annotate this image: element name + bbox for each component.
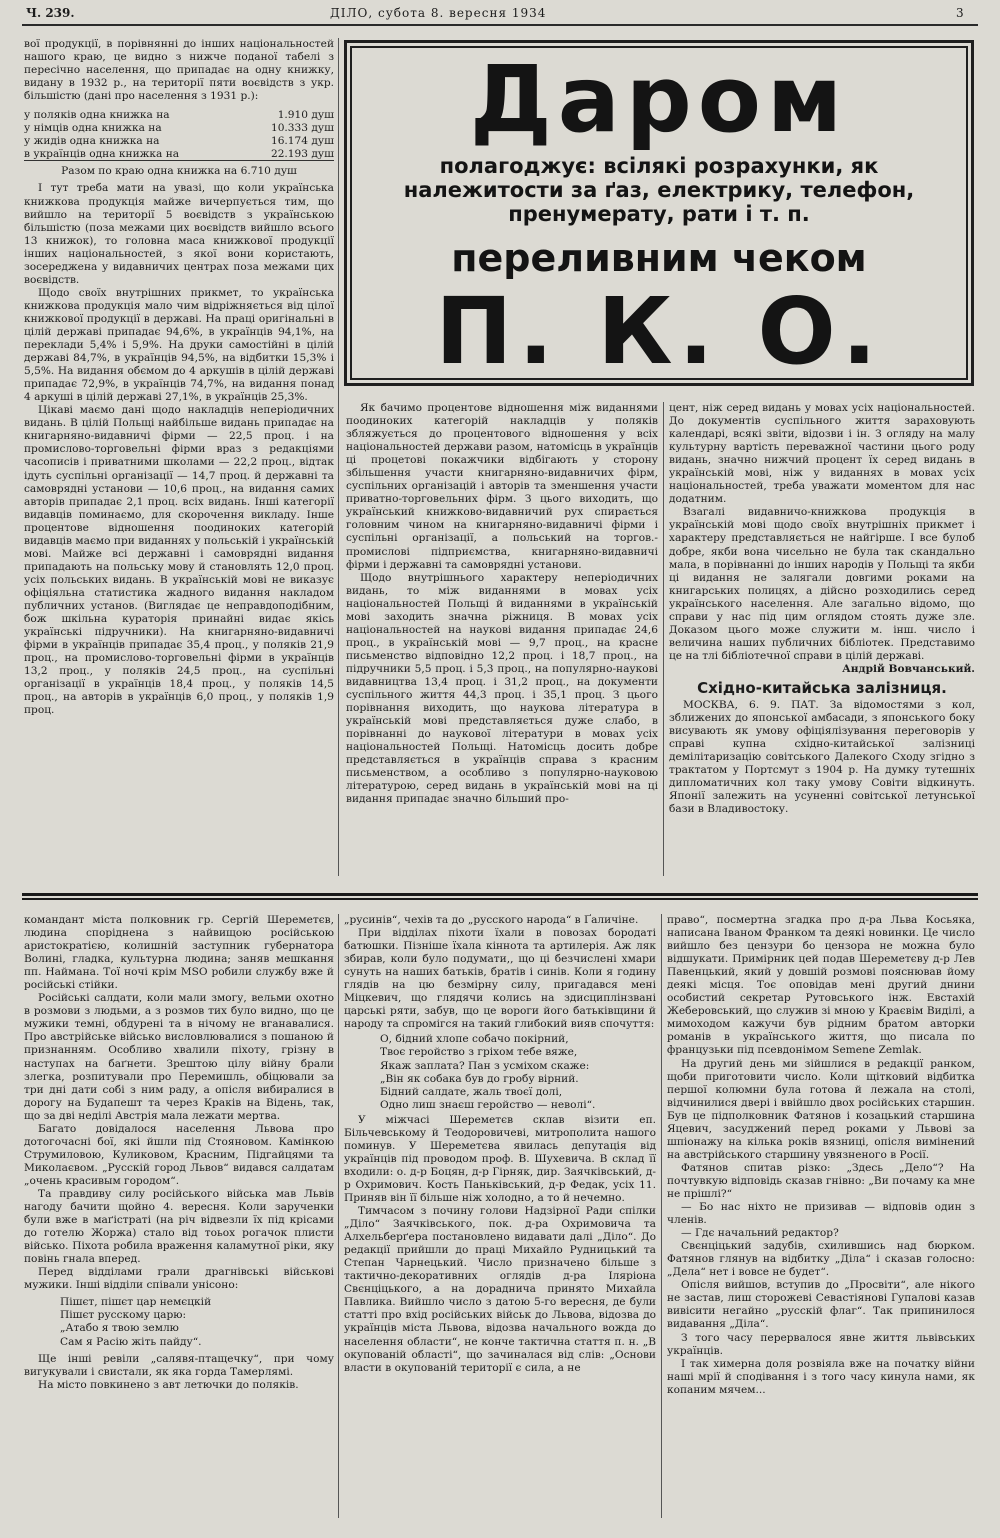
article-paragraph: Свєнціцький задубів, схилившись над бюрком. Фатянов глянув на відбитку „Діла“ і сказав голосно: „Дела“ нет і вовсе не будет“. [667, 1240, 975, 1279]
article-paragraph: Фатянов спитав різко: „Здесь „Дело“? На почтувкую відповідь сказав гнівно: „Ви почаму ка мне не прішлі?“ [667, 1161, 975, 1200]
article-paragraph: І тут треба мати на увазі, що коли українська книжкова продукція майже вичерпується тим, що вийшло на території 5 воєвідств з українською більшістю (поза межами цих воєвідств вийшло всього 13 книжок), то головна маса книжкової продукції інших національностей, з якої вони користають, зосереджена у видавничих центрах поза межами цих воєвідств. [24, 182, 334, 286]
article-paragraph: На місто повкинено з авт летючки до поляків. [38, 1378, 299, 1391]
article-paragraph: право“, посмертна згадка про д-ра Льва Косьяка, написана Іваном Франком та деякі новинки. Це число вийшло без цензури бо цензора не можна було відшукати. Примірник цей подав Шереметєву д-р Лев Павенцький, який у довшій розмові пояснював йому деякі місця. Тоє оповідав мені другий днини особистий секретар Рутовського інж. Евстахій Жеберовський, що служив зі мною у Краєвім Виділі, а мимоходом кажучи був рідним братом авторки романів в українського життя, що писала по французьки під псевдонімом Semene Zemlak. [667, 914, 975, 1057]
pko-advertisement [344, 40, 974, 386]
verse-line: Якаж заплата? Пан з усміхом скаже: [380, 1059, 590, 1072]
verse-line: „Він як собака був до гробу вірний. [380, 1072, 579, 1085]
table-row [24, 135, 334, 148]
article-paragraph: З того часу перервалося явне життя львівських українців. [667, 1331, 975, 1357]
article-column-1 [24, 38, 334, 876]
verse-line: Бідний салдате, жаль твоєї долі, [380, 1085, 563, 1098]
advertisement-frame [350, 46, 968, 385]
stats-table [24, 109, 334, 161]
article-column-2 [346, 402, 658, 876]
article-paragraph: Щодо своїх внутрішних прикмет, то українська книжкова продукція мало чим відріжняється від цілої книжкової продукції в державі. На праці оригінальні в цілій державі припадає 94,6%, в українців 94,1%, на переклади 5,4% і 5,9%. На друки самостійні в цілій державі 84,7%, в українців 94,5%, на відбитки 15,3% і 5,5%. На видання обємом до 4 аркушів в цілій державі припадає 72,9%, в українців 74,7%, на видання понад 4 аркуші в цілій державі 27,1%, в українців 25,3%. [24, 286, 334, 404]
article-paragraph: І так химерна доля розвіяла вже на початку війни наші мрії й сподівання і з того часу кинула нами, як копаним мячем... [667, 1357, 975, 1396]
column-rule [338, 914, 339, 1518]
article-paragraph: Ще інші ревіли „салявя-птащечку“, при чому вигукували і свистали, як яка горда Тамерлямі. [24, 1352, 334, 1378]
table-row [24, 148, 334, 161]
feuilleton-column-2 [344, 914, 656, 1518]
column-rule [663, 402, 664, 876]
ad-pko-logo: П. К. О. [435, 278, 883, 385]
verse-line: „Атабо я твою землю [60, 1322, 179, 1335]
feuilleton-column-1 [24, 914, 334, 1518]
ad-cheque-text: переливним чеком [451, 236, 867, 280]
row-value: 16.174 душ [270, 134, 334, 147]
article-paragraph: Тимчасом з почину голови Надзірної Ради спілки „Діло“ Заячківського, пок. д-ра Охримовича та Алхельберґера постановлено видавати далі „Діло“. До редакції прийшли до праці Михайло Рудницький та Степан Чарнецький. Число призначено більше з тактично-декоративних оглядів д-ра Іляріона Свєнціцького, а на дораднича принято Михайла Павлика. Вийшло число з датою 5-го вересня, де були статті про вхід російських військ до Львова, відозва до українців міста Львова, відозва начального вожда до населення области“, не конче тактична стаття п. н. „В окупованій області“, що зачиналася від слів: „Основи власти в окупованій території є сила, а не [344, 1205, 656, 1374]
article-paragraph: Багато довідалося населення Львова про дотогочасні бої, які йшли під Стояновом. Камінкою Струмиловою, Куликовом, Красним, Підгайцями та Миколаєвом. „Русскій город Львов“ видався салдатам „очень красивым городом“. [24, 1122, 334, 1187]
article-paragraph: „русинів“, чехів та до „русского народа“ в Ґаличіне. [344, 914, 639, 926]
ad-headline: Даром [469, 46, 849, 153]
article-paragraph: цент, ніж серед видань у мовах усіх національностей. До документів суспільного життя зараховують календарі, всякі звіти, відозви і ін. З огляду на малу культурну вартість переважної частини цього роду видань, значно нижчий процент їх серед видань в українській мові, ніж у виданнях в мовах усіх національностей, треба уважати моментом для нас додатним. [669, 402, 975, 506]
stats-total: Разом по краю одна книжка на 6.710 душ [61, 165, 297, 178]
page-number: 3 [956, 6, 964, 20]
column-rule [661, 914, 662, 1518]
article-paragraph: У міжчасі Шереметєв склав візити еп. Більчевському й Теодоровичеві, митрополита нашого поминув. У Шереметєва явилась депутація від українців під проводом проф. В. Шухевича. В склад її входили: о. д-р Боцян, д-р Гірняк, дир. Заячківський, д-р Охримович. Кость Паньківський, д-р Федак, усіх 11. Приняв він її більше ніж холодно, а то й нечемно. [344, 1113, 656, 1204]
article-paragraph: При відділах піхоти їхали в повозах бородаті батюшки. Пізніше їхала кіннота та артилерія. Аж ляк збирав, коли було подумати,, що ці безчислені хмари сунуть на наших батьків, братів і синів. Коли я годину глядів на цю безмірну силу, пригадався мені Міцкевич, що глядячи колись на здисциплінзвані царські ряти, забув, що це вороги його батьківщини й народу та спромігся на такий глибокий вияв спочуття: [344, 927, 656, 1031]
article-paragraph: вої продукції, в порівнянні до інших національностей нашого краю, це видно з нижче поданої табелі з пересічно населення, що припадає на одну книжку, видану в 1932 р., на території пяти воєвідств з укр. більшістю (дані про населення з 1931 р.): [24, 38, 334, 103]
article-paragraph: Опісля вийшов, вступив до „Просвіти“, але нікого не застав, лиш сторожеві Севастіянові Гупалові казав вивісити негайно „русскій флаг“. Так припинилося видавання „Діла“. [667, 1279, 975, 1331]
article-paragraph: МОСКВА, 6. 9. ПАТ. За відомостями з кол, зближених до японської амбасади, з японського боку висувають як умову офіціялізування переговорів у справі купна східно-китайської залізниці демілітаризацію совітського Далекого Сходу згідно з трактатом у Портсмут з 1904 р. На думку тутешніх дипломатичних кол таку умову Совіти відкинуть. Японії залежить на усуненні совітської летунської бази в Владивостоку. [669, 699, 975, 816]
news-headline: Східно-китайська залізниця. [697, 678, 947, 697]
song-verse [24, 1296, 334, 1348]
row-label: у жидів одна книжка на [24, 134, 160, 147]
issue-number: Ч. 239. [26, 6, 75, 20]
article-paragraph: Та правдиву силу російського війська мав Львів нагоду бачити щойно 4. вересня. Коли зарученки були вже в маґістраті (на річ відвезли їх під крісами до готелю Жоржа) стало від тоьох рогачок плисти військо. Піхота робила враження каламутної ріки, яку повінь гнала вперед. [24, 1187, 334, 1266]
article-signature: Андрій Вовчанський. [842, 662, 975, 675]
table-row [24, 109, 334, 122]
newspaper-dateline: ДІЛО, субота 8. вересня 1934 [330, 6, 547, 20]
header-rule [22, 24, 978, 26]
table-row [24, 122, 334, 135]
verse-line: О, бідний хлопе собачо покірний, [380, 1033, 569, 1046]
article-paragraph: командант міста полковник гр. Сергій Шереметєв, людина споріднена з найвищою російською аристократією, колишній заступник губернатора Волині, гладка, культурна людина; заняв мешкання пп. Наймана. Тої ночі крім МSО робили службу вже й російські стійки. [24, 914, 334, 992]
article-paragraph: Перед відділами грали драгнівські військові мужики. Інші відділи співали унісоно: [24, 1266, 334, 1292]
row-value: 1.910 душ [277, 109, 334, 122]
ad-text: полагоджує: всілякі розрахунки, як належитости за ґаз, електрику, телефон, пренумерату, рати і т. п. [403, 154, 915, 226]
column-rule [338, 38, 339, 876]
verse-line: Пішєт, пішєт цар немєцкій [60, 1296, 212, 1309]
verse-line: Сам я Расію жіть пайду“. [60, 1335, 202, 1348]
article-paragraph: — Бо нас ніхто не призивав — відповів один з членів. [667, 1201, 975, 1227]
row-value: 22.193 душ [270, 147, 334, 160]
article-paragraph: На другий день ми зійшлися в редакції ранком, щоби приготовити число. Коли щітковий відбитка першої колюмни була готова й лежала на столі, відчинилися двері і ввійшло двох російських старшин. Був це підполковник Фатянов і козацький старшина Яцевич, засуджений перед роками у Львові за шпіонажу на кілька років вязниці, опісля вимінений на австрійського старшину увязненого в Росії. [667, 1057, 975, 1161]
article-paragraph: Взагалі видавничо-книжкова продукція в українській мові щодо своїх внутрішніх прикмет і характеру представляється не найгірше. І все булоб добре, якби вона чисельно не була так скандально мала, в порівнанні до інших народів у Польщі та якби ці видання не залягали довгими роками на книгарських полицях, а дійсно розходились серед українського населення. Але загально відомо, що справи у нас під цим оглядом стоять дуже зле. Доказом цього може служити м. інш. число і величина наших публичних бібліотек. Представимо це на тлі бібліотечної справи в цілій державі. [669, 506, 975, 662]
article-paragraph: Російські салдати, коли мали змогу, вельми охотно в розмови з людьми, а з розмов тих було видно, що це мужики темні, обдурені та в нічому не вганавалися. Про австрійське військо висловлювалися з пошаною й признанням. Особливо хвалили піхоту, грізну в наступах на баґнети. Зрештою цілу війну брали злегка, розпитували про Перемишль, обіцювали за три дні дати собі з ним раду, а опісля вибиралися в дорогу на Будапешт та через Краків на Відень, так, що за дві неділі Австрія мала лежати мертва. [24, 992, 334, 1122]
article-paragraph: — Гдє начальний редактор? [681, 1227, 839, 1240]
article-paragraph: Як бачимо процентове відношення між виданнями поодиноких категорій накладців у поляків збляжується до процентового відношення у всіх національностей держави разом, натомісць в українців ці процетові покажчики відбігають у сторону збільшення участи книгарняно-видавничих фірм, суспільних організацій і авторів та зменшення участи приватно-торговельних фірм. З цього виходить, що український книжково-видавничий рух спирається головним чином на книгарняно-видавничі фірми і суспільні організації, а польський на торгов.-промислові підприємства, книгарняно-видавничі фірми і державні та самоврядні установи. [346, 402, 658, 571]
row-label: у німців одна книжка на [24, 122, 162, 135]
article-column-3 [669, 402, 975, 876]
poem-quote [344, 1033, 656, 1111]
article-paragraph: Щодо внутрішнього характеру неперіодичних видань, то між виданнями в мовах усіх національностей Польщі й виданнями в українській мові заходить значна ріжниця. В мовах усіх національностей на наукові видання припадає 24,6 проц., в українській мові — 9,7 проц., на красне письменство відповідно 12,2 проц. і 18,7 проц., на підручники 5,5 проц. і 5,3 проц., на популярно-наукові видавництва 13,4 проц. і 31,2 проц., на документи суспільного життя 44,3 проц. і 35,1 проц. З цього порівнання виходить, що наукова література в українській мові представляється дуже слабо, в порівнанні до наукової літератури в мовах усіх національностей Польщі. Натомісць досить добре представляється в українців справа з красним письменством, а особливо з популярно-науковою літературою, серед видань в українській мові на ці видання припадає значно більший про- [346, 571, 658, 806]
verse-line: Пішєт русскому царю: [60, 1309, 187, 1322]
feuilleton-column-3 [667, 914, 975, 1518]
row-label: в українців одна книжка на [24, 147, 180, 160]
verse-line: Твоє геройство з гріхом тебе вяже, [380, 1046, 578, 1059]
verse-line: Одно лиш знаєш геройство — неволі“. [380, 1098, 596, 1111]
row-label: у поляків одна книжка на [24, 109, 170, 122]
article-paragraph: Цікаві маємо дані щодо накладців неперіодичних видань. В цілій Польщі найбільше видань припадає на книгарняно-видавничі фірми — 22,5 проц. і на промислово-торговельні фірми враз з редакціями часописів і приватними школами — 22,2 проц., відтак ідуть суспільні організації — 14,7 проц. й державні та самоврядні установи — 10,6 проц., на видання самих авторів припадає 2,1 проц. всіх видань. Інші категорії видавців поминаємо, для скорочення викладу. Інше процентове відношення поодиноких категорій видавців маємо при виданнях у польській і українській мові. Майже всі державні і самоврядні видання припадають на польську мову й становлять 12,0 проц. усіх польських видань. В українській мові не виказує офіціяльна статистика жадного видання накладом публичних установ. (Виглядає це неправдоподібним, бож шкільна кураторія принайні видає якісь українські підручники). На книгарняно-видавничі фірми в українців припадає 35,4 проц., у поляків 21,9 проц., на промислово-торговельні фірми в українців 13,2 проц., у поляків 24,5 проц., на суспільні організації в українців 18,4 проц., у поляків 14,5 проц., на авторів в українців 6,0 проц., у поляків 1,9 проц. [24, 404, 334, 717]
row-value: 10.333 душ [270, 122, 334, 135]
section-divider [22, 893, 978, 900]
